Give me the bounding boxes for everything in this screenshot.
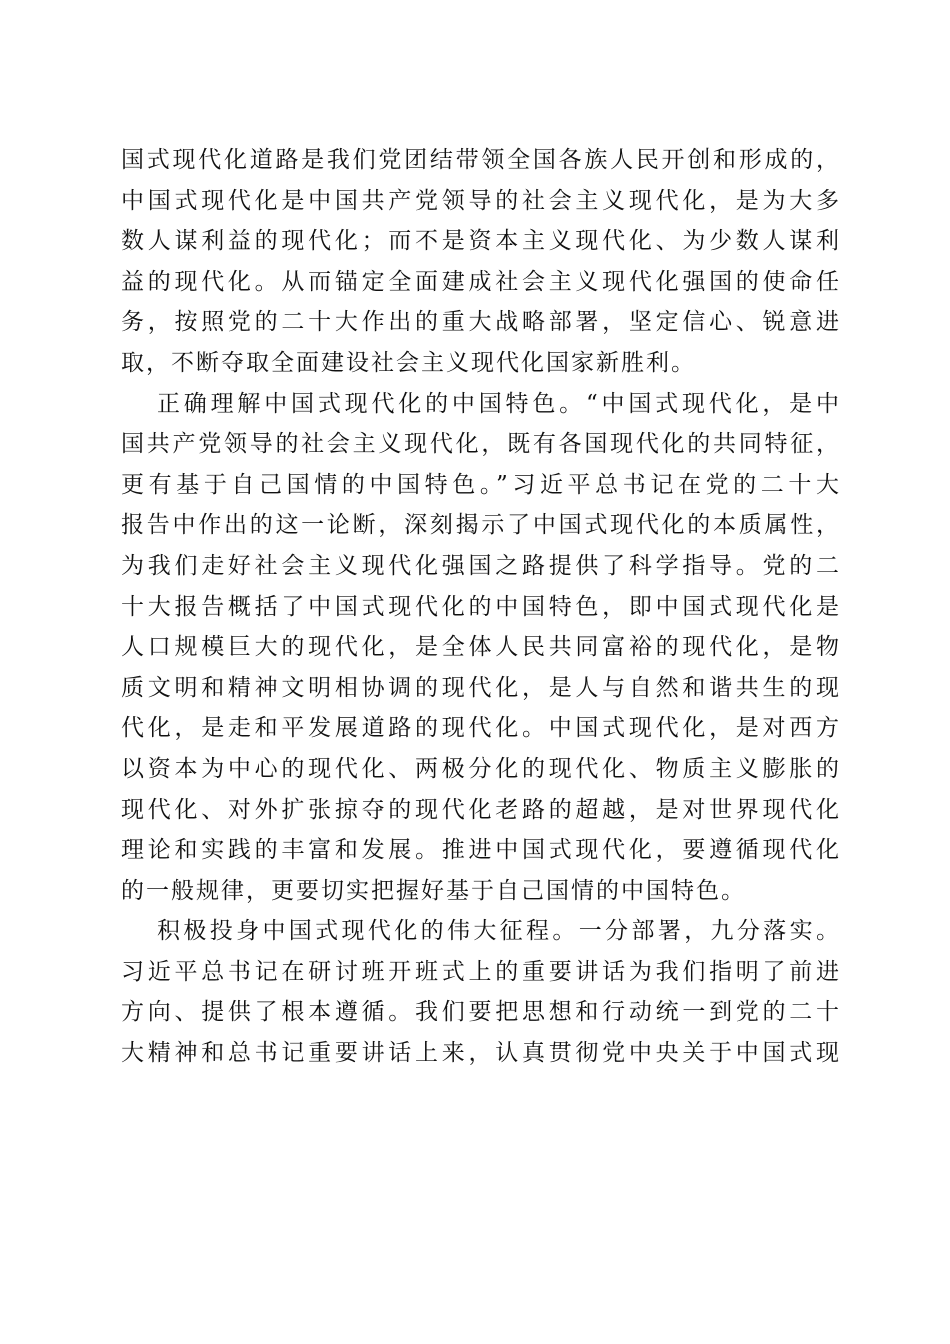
text-line: 习近平总书记在研讨班开班式上的重要讲话为我们指明了前进 — [121, 958, 841, 985]
text-line: 人口规模巨大的现代化，是全体人民共同富裕的现代化，是物 — [121, 634, 841, 661]
text-line: 以资本为中心的现代化、两极分化的现代化、物质主义膨胀的 — [121, 755, 841, 782]
text-line: 代化，是走和平发展道路的现代化。中国式现代化，是对西方 — [121, 715, 841, 742]
text-line: 国共产党领导的社会主义现代化，既有各国现代化的共同特征， — [121, 431, 841, 458]
body-text — [121, 140, 841, 1074]
text-line: 理论和实践的丰富和发展。推进中国式现代化，要遵循现代化 — [121, 837, 841, 864]
text-line: 现代化、对外扩张掠夺的现代化老路的超越，是对世界现代化 — [121, 796, 841, 823]
text-line: 取，不断夺取全面建设社会主义现代化国家新胜利。 — [121, 349, 696, 376]
text-line: 的一般规律，更要切实把握好基于自己国情的中国特色。 — [121, 877, 746, 904]
paragraph-heading-line: 正确理解中国式现代化的中国特色。“中国式现代化，是中 — [157, 390, 841, 417]
text-line: 为我们走好社会主义现代化强国之路提供了科学指导。党的二 — [121, 552, 841, 579]
text-line: 务，按照党的二十大作出的重大战略部署，坚定信心、锐意进 — [121, 309, 841, 336]
text-line: 报告中作出的这一论断，深刻揭示了中国式现代化的本质属性， — [121, 512, 841, 539]
text-line: 国式现代化道路是我们党团结带领全国各族人民开创和形成的， — [121, 147, 841, 173]
text-line: 益的现代化。从而锚定全面建成社会主义现代化强国的使命任 — [121, 268, 841, 295]
text-line: 方向、提供了根本遵循。我们要把思想和行动统一到党的二十 — [121, 999, 841, 1026]
text-line: 数人谋利益的现代化；而不是资本主义现代化、为少数人谋利 — [121, 228, 841, 255]
paragraph-heading-line: 积极投身中国式现代化的伟大征程。一分部署，九分落实。 — [157, 918, 841, 945]
text-line: 中国式现代化是中国共产党领导的社会主义现代化，是为大多 — [121, 187, 841, 214]
text-line: 质文明和精神文明相协调的现代化，是人与自然和谐共生的现 — [121, 674, 841, 701]
text-line: 十大报告概括了中国式现代化的中国特色，即中国式现代化是 — [121, 593, 841, 620]
text-line: 更有基于自己国情的中国特色。”习近平总书记在党的二十大 — [121, 471, 841, 498]
text-line: 大精神和总书记重要讲话上来，认真贯彻党中央关于中国式现 — [121, 1040, 841, 1067]
